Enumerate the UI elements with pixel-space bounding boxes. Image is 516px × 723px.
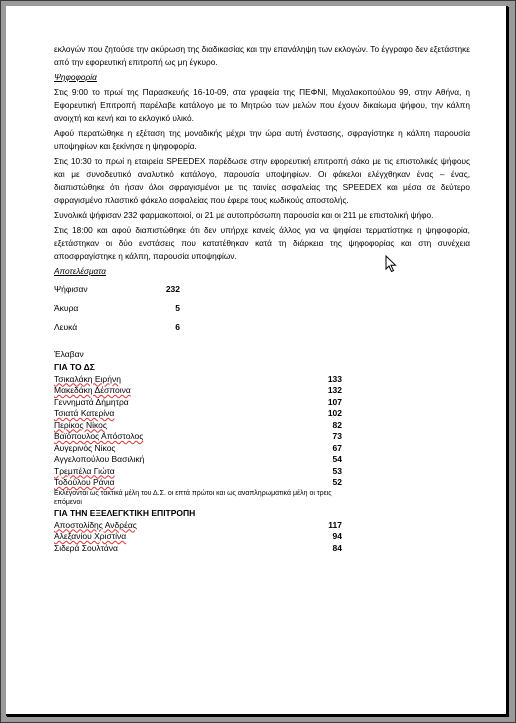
received-label: Έλαβαν	[54, 349, 84, 359]
audit-candidate-list	[54, 520, 470, 555]
candidate-row	[54, 420, 342, 432]
document-body[interactable]	[54, 43, 470, 554]
candidate-row	[54, 374, 342, 386]
ds-heading: ΓΙΑ ΤΟ ΔΣ	[54, 361, 95, 372]
candidate-name: Σιδερά Σουλτάνα	[54, 542, 118, 553]
candidate-row	[54, 531, 342, 543]
results-heading: Αποτελέσματα	[54, 266, 106, 276]
ds-note: Εκλέγονται ως τακτικά μέλη του Δ.Σ. οι επτά πρώτοι και ως αναπληρωματικά μέλη οι τρεις επόμενοι	[54, 489, 332, 506]
results-table	[54, 280, 180, 337]
paragraph-closing: Στις 18:00 και αφού διαπιστώθηκε ότι δεν υπήρχε κανείς άλλος για να ψηφίσει τερματίστηκε η ψηφοφορία, εξετάστηκαν οι δύο ενστάσεις που κατατέθηκαν κατά τη διάρκεια της ψηφοφορίας και στη συνέχεια αποσφραγίστηκε η κάλπη, παρουσία υποψηφίων.	[54, 225, 470, 261]
paragraph-objection: Αφού περατώθηκε η εξέταση της μοναδικής μέχρι την ώρα αυτή ένστασης, σφραγίστηκε η κάλπη παρουσία υποψηφίων και ξεκίνησε η ψηφοφορία.	[54, 128, 470, 151]
candidate-name: Αλεξανίου Χριστίνα	[54, 531, 127, 541]
mouse-cursor-icon-svg	[385, 255, 397, 273]
candidate-votes: 133	[327, 373, 342, 384]
results-row	[54, 318, 180, 337]
candidate-votes: 73	[332, 431, 342, 441]
candidate-row	[54, 443, 342, 455]
mouse-cursor-icon	[385, 255, 397, 278]
results-label: Λευκά	[54, 322, 78, 332]
results-row	[54, 280, 180, 299]
ds-candidate-list	[54, 374, 470, 489]
candidate-votes: 54	[332, 454, 342, 464]
document-page	[6, 6, 508, 716]
paragraph-opening: Στις 9:00 το πρωί της Παρασκευής 16-10-09, στα γραφεία της ΠΕΦΝΙ, Μιχαλακοπούλου 99, στην Αθήνα, η Εφορευτική Επιτροπή παρέλαβε κατάλογο με το Μητρώο των μελών που έχουν δικαίωμα ψήφου, την κάλπη ανοιχτή και κενή και το εκλογικό υλικό.	[54, 87, 470, 123]
candidate-row	[54, 397, 342, 409]
candidate-votes: 94	[332, 531, 342, 541]
candidate-name: Αγγελοπούλου Βασιλική	[54, 454, 145, 464]
candidate-votes: 53	[332, 465, 342, 476]
results-label: Ψήφισαν	[54, 284, 88, 294]
candidate-votes: 82	[332, 419, 342, 430]
paragraph-postal-votes: Στις 10:30 το πρωί η εταιρεία SPEEDEX παρέδωσε στην εφορευτική επιτροπή σάκο με τις επιστολικές ψήφους και με συνοδευτικό αναλυτικό κατάλογο, παρουσία υποψηφίων. Οι φάκελοι ελέγχθηκαν ένας – ένας, διαπιστώθηκε ότι ήσαν όλοι σφραγισμένοι με τις ταινίες ασφαλείας της SPEEDEX και μέσα σε δεύτερο σφραγισμένο πλαστικό φάκελο ασφαλείας που έφερε τους κωδικούς αποστολής.	[54, 156, 470, 205]
candidate-name: Μακεδάκη Δέσποινα	[54, 385, 131, 395]
candidate-row	[54, 543, 342, 555]
results-label: Άκυρα	[54, 303, 79, 313]
candidate-name: Τσιατά Κατερίνα	[54, 408, 115, 418]
results-value: 6	[175, 322, 180, 332]
candidate-votes: 52	[332, 477, 342, 487]
candidate-votes: 117	[328, 519, 342, 530]
results-value: 232	[165, 284, 180, 294]
candidate-votes: 107	[327, 396, 342, 407]
candidate-name: Γεννηματά Δήμητρα	[54, 396, 129, 407]
candidate-row	[54, 466, 342, 478]
candidate-name: Περίκος Νίκος	[54, 419, 107, 430]
candidate-name: Αποστολίδης Ανδρέας	[54, 519, 137, 530]
results-value: 5	[175, 303, 180, 313]
candidate-name: Τοδούλου Ράνια	[54, 477, 115, 487]
voting-heading: Ψηφοφορία	[54, 72, 97, 82]
candidate-name: Βαϊόπουλος Απόστολος	[54, 431, 144, 441]
intro-paragraph: εκλογών που ζητούσε την ακύρωση της διαδικασίας και την επανάληψη των εκλογών. Το έγγραφο δεν εξετάστηκε από την εφορευτική επιτροπή ως μη έγκυρο.	[54, 44, 470, 67]
candidate-votes: 67	[332, 442, 342, 453]
candidate-row	[54, 477, 342, 489]
results-row	[54, 299, 180, 318]
candidate-row	[54, 520, 342, 532]
audit-heading: ΓΙΑ ΤΗΝ ΕΞΕΛΕΓΚΤΙΚΗ ΕΠΙΤΡΟΠΗ	[54, 507, 196, 518]
candidate-name: Τσικαλάκη Ειρήνη	[54, 373, 121, 384]
candidate-votes: 132	[327, 385, 342, 395]
candidate-row	[54, 385, 342, 397]
candidate-name: Αυγερινός Νίκος	[54, 442, 116, 453]
candidate-votes: 102	[327, 408, 342, 418]
candidate-row	[54, 431, 342, 443]
paragraph-totals: Συνολικά ψήφισαν 232 φαρμακοποιοί, οι 21 με αυτοπρόσωπη παρουσία και οι 211 με επιστολική ψήφο.	[54, 210, 434, 220]
candidate-votes: 84	[332, 542, 342, 553]
candidate-row	[54, 408, 342, 420]
candidate-row	[54, 454, 342, 466]
candidate-name: Τρεμπέλα Γιώτα	[54, 465, 115, 476]
